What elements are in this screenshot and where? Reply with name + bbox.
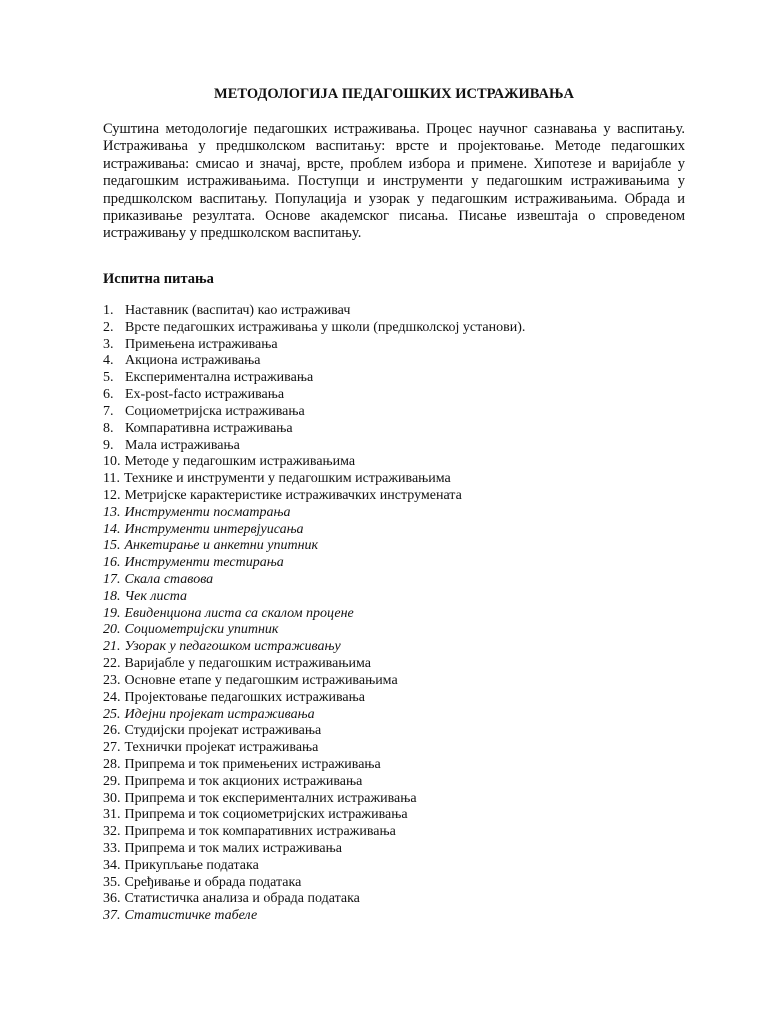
question-number: 3. xyxy=(103,336,114,352)
exam-question-item xyxy=(103,622,685,639)
question-text: Припрема и ток примењених истраживања xyxy=(124,756,381,772)
question-number: 34. xyxy=(103,857,121,873)
question-text: Припрема и ток социометријских истраживања xyxy=(124,807,408,823)
question-number: 37. xyxy=(103,908,121,924)
question-number: 21. xyxy=(103,639,121,655)
exam-question-item xyxy=(103,488,685,505)
question-text: Чек листа xyxy=(124,588,188,604)
question-text: Евиденциона листа са скалом процене xyxy=(124,605,354,621)
exam-questions-list xyxy=(103,303,685,925)
question-number: 19. xyxy=(103,605,121,621)
question-number: 9. xyxy=(103,437,114,453)
question-number: 24. xyxy=(103,689,121,705)
question-text: Основне етапе у педагошким истраживањима xyxy=(124,672,398,688)
question-text: Статистичке табеле xyxy=(124,908,258,924)
question-number: 31. xyxy=(103,807,121,823)
question-number: 10. xyxy=(103,454,121,470)
question-text: Припрема и ток акционих истраживања xyxy=(124,773,363,789)
question-number: 22. xyxy=(103,656,121,672)
exam-question-item xyxy=(103,538,685,555)
exam-question-item xyxy=(103,639,685,656)
exam-questions-heading: Испитна питања xyxy=(103,271,214,287)
exam-question-item xyxy=(103,387,685,404)
question-number: 18. xyxy=(103,588,121,604)
exam-question-item xyxy=(103,858,685,875)
exam-question-item xyxy=(103,320,685,337)
question-text: Мала истраживања xyxy=(125,437,240,453)
exam-question-item xyxy=(103,690,685,707)
question-number: 26. xyxy=(103,723,121,739)
question-text: Компаративна истраживања xyxy=(125,420,293,436)
exam-question-item xyxy=(103,572,685,589)
exam-question-item xyxy=(103,791,685,808)
question-text: Пројектовање педагошких истраживања xyxy=(124,689,365,705)
question-number: 13. xyxy=(103,504,121,520)
question-text: Експериментална истраживања xyxy=(125,370,314,386)
exam-question-item xyxy=(103,303,685,320)
question-text: Инструменти тестирања xyxy=(124,555,284,571)
question-text: Припрема и ток експерименталних истраживања xyxy=(124,790,417,806)
question-text: Технике и инструменти у педагошким истраживањима xyxy=(123,471,451,487)
question-text: Социометријска истраживања xyxy=(125,403,305,419)
question-text: Технички пројекат истраживања xyxy=(124,740,319,756)
exam-question-item xyxy=(103,891,685,908)
question-number: 14. xyxy=(103,521,121,537)
question-number: 15. xyxy=(103,538,121,554)
question-text: Статистичка анализа и обрада података xyxy=(124,891,360,907)
question-number: 27. xyxy=(103,740,121,756)
question-text: Акциона истраживања xyxy=(125,353,261,369)
question-number: 8. xyxy=(103,420,114,436)
question-number: 11. xyxy=(103,471,120,487)
exam-question-item xyxy=(103,740,685,757)
question-text: Прикупљање података xyxy=(124,857,259,873)
question-text: Инструменти посматрања xyxy=(124,504,291,520)
exam-question-item xyxy=(103,471,685,488)
exam-question-item xyxy=(103,522,685,539)
exam-question-item xyxy=(103,707,685,724)
exam-question-item xyxy=(103,370,685,387)
exam-question-item xyxy=(103,589,685,606)
exam-question-item xyxy=(103,421,685,438)
question-number: 4. xyxy=(103,353,114,369)
question-text: Варијабле у педагошким истраживањима xyxy=(124,656,371,672)
question-text: Ex-post-facto истраживања xyxy=(125,387,285,403)
exam-question-item xyxy=(103,824,685,841)
question-text: Метријске карактеристике истраживачких инструмената xyxy=(124,487,462,503)
question-number: 36. xyxy=(103,891,121,907)
question-number: 29. xyxy=(103,773,121,789)
exam-question-item xyxy=(103,606,685,623)
exam-question-item xyxy=(103,807,685,824)
question-number: 12. xyxy=(103,487,121,503)
exam-question-item xyxy=(103,841,685,858)
question-text: Студијски пројекат истраживања xyxy=(124,723,322,739)
question-text: Наставник (васпитач) као истраживач xyxy=(125,303,351,318)
question-number: 32. xyxy=(103,824,121,840)
question-text: Методе у педагошким истраживањима xyxy=(124,454,356,470)
course-description: Суштина методологије педагошких истраживања. Процес научног сазнавања у васпитању. Истраживања у предшколском васпитању: врсте и пројектовање. Методе педагошких истраживања: смисао и значај, врсте, проблем избора и примене. Хипотезе и варијабле у педагошким истраживањима. Поступци и инструменти у педагошким истраживањима у предшколском васпитању. Популација и узорак у педагошким истраживањима. Обрада и приказивање резултата. Основе академског писања. Писање извештаја о спроведеном истраживању у предшколском васпитању. xyxy=(103,121,685,242)
exam-question-item xyxy=(103,337,685,354)
question-text: Примењена истраживања xyxy=(125,336,278,352)
exam-question-item xyxy=(103,656,685,673)
question-number: 30. xyxy=(103,790,121,806)
exam-question-item xyxy=(103,875,685,892)
exam-question-item xyxy=(103,774,685,791)
question-number: 6. xyxy=(103,387,114,403)
exam-question-item xyxy=(103,673,685,690)
exam-question-item xyxy=(103,723,685,740)
question-number: 25. xyxy=(103,706,121,722)
exam-question-item xyxy=(103,404,685,421)
exam-question-item xyxy=(103,454,685,471)
question-number: 35. xyxy=(103,874,121,890)
question-text: Припрема и ток малих истраживања xyxy=(124,841,342,856)
question-text: Узорак у педагошком истраживању xyxy=(124,639,341,655)
exam-question-item xyxy=(103,908,685,925)
question-number: 5. xyxy=(103,370,114,386)
question-number: 33. xyxy=(103,841,121,856)
question-text: Социометријски упитник xyxy=(124,622,279,638)
question-number: 28. xyxy=(103,756,121,772)
exam-question-item xyxy=(103,555,685,572)
question-text: Инструменти интервјуисања xyxy=(124,521,304,537)
question-number: 20. xyxy=(103,622,121,638)
exam-question-item xyxy=(103,438,685,455)
question-text: Сређивање и обрада података xyxy=(124,874,302,890)
question-text: Врсте педагошких истраживања у школи (предшколској установи). xyxy=(125,319,526,335)
exam-question-item xyxy=(103,757,685,774)
question-number: 1. xyxy=(103,303,114,318)
question-number: 17. xyxy=(103,572,121,587)
question-text: Припрема и ток компаративних истраживања xyxy=(124,824,396,840)
question-number: 23. xyxy=(103,672,121,688)
question-number: 7. xyxy=(103,403,114,419)
question-number: 2. xyxy=(103,319,114,335)
question-text: Анкетирање и анкетни упитник xyxy=(124,538,319,554)
exam-question-item xyxy=(103,505,685,522)
question-text: Идејни пројекат истраживања xyxy=(124,706,315,722)
exam-question-item xyxy=(103,353,685,370)
question-number: 16. xyxy=(103,555,121,571)
question-text: Скала ставова xyxy=(124,572,214,587)
document-title: МЕТОДОЛОГИЈА ПЕДАГОШКИХ ИСТРАЖИВАЊА xyxy=(214,86,574,102)
